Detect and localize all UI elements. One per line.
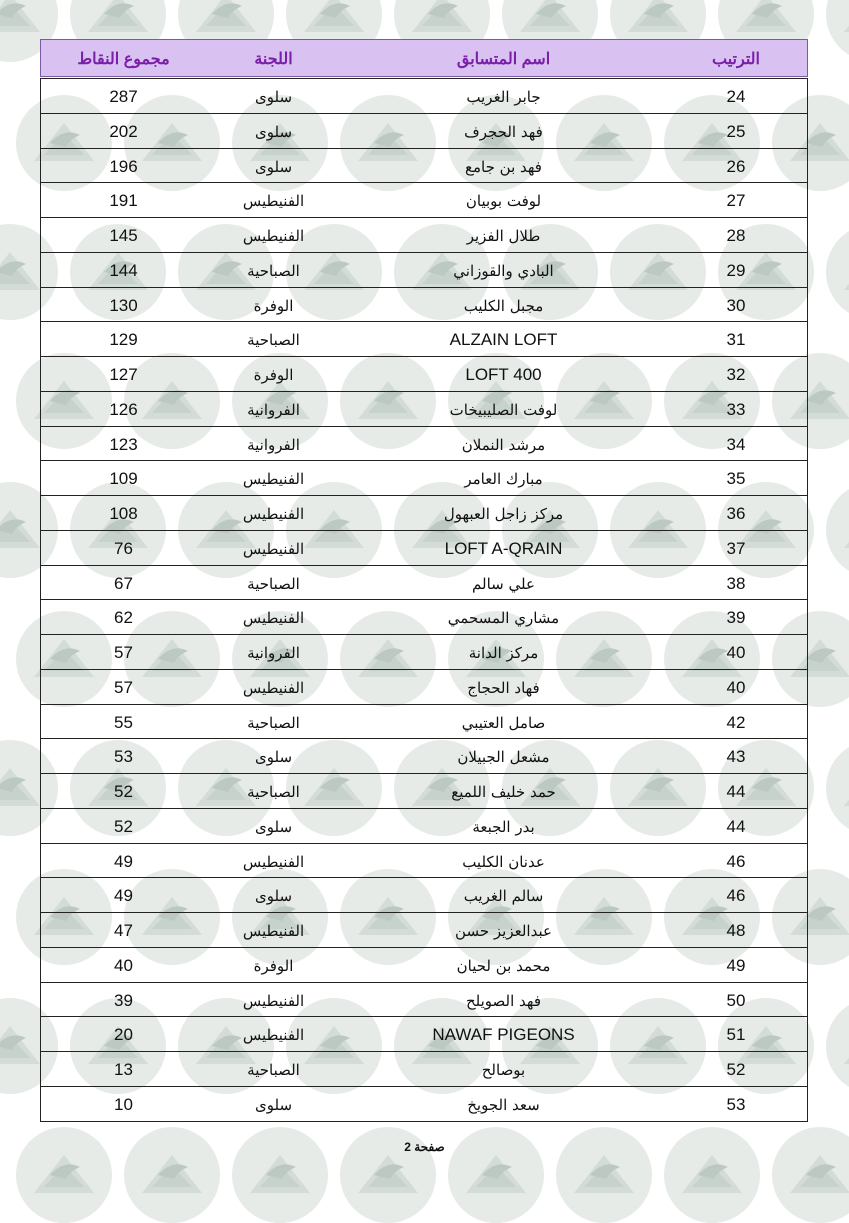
committee-cell: سلوى (254, 748, 293, 767)
table-row (40, 982, 808, 1018)
name-cell: مرشد النملان (461, 435, 546, 454)
rank-cell: 50 (726, 990, 746, 1010)
points-cell: 202 (109, 121, 138, 141)
points-cell: 55 (114, 712, 133, 732)
table-row (40, 1051, 808, 1087)
points-cell: 196 (109, 156, 138, 176)
points-cell: 127 (109, 365, 138, 384)
table-row (40, 669, 808, 705)
rank-cell: 24 (726, 87, 746, 106)
committee-cell: سلوى (254, 817, 293, 836)
table-row (40, 773, 808, 809)
name-cell: بدر الجبعة (472, 817, 535, 836)
name-cell: فهد الحجرف (464, 122, 543, 141)
points-cell: 57 (114, 677, 133, 697)
table-row (40, 78, 808, 114)
rank-cell: 32 (726, 365, 746, 384)
table-row (40, 182, 808, 218)
rank-cell: 52 (726, 1060, 746, 1079)
points-cell: 109 (109, 469, 138, 489)
committee-cell: الفنيطيس (242, 852, 305, 871)
rank-cell: 38 (726, 573, 746, 593)
table-row (40, 391, 808, 427)
points-cell: 144 (109, 260, 138, 280)
committee-cell: الفروانية (247, 644, 300, 662)
committee-cell: الوفرة (253, 366, 294, 384)
points-cell: 47 (114, 921, 133, 940)
committee-cell: الفنيطيس (242, 678, 305, 697)
table-row (40, 1086, 808, 1122)
points-cell: 191 (109, 191, 138, 211)
table-row (40, 947, 808, 983)
name-cell: مركز زاجل العبهول (443, 505, 564, 523)
header-name: اسم المتسابق (456, 51, 551, 68)
name-cell: سالم الغريب (463, 887, 544, 906)
rank-cell: 27 (726, 191, 746, 211)
rank-cell: 25 (726, 121, 746, 141)
header-rank: الترتيب (712, 51, 760, 68)
points-cell: 49 (114, 886, 133, 906)
rank-cell: 49 (726, 955, 746, 975)
committee-cell: الصباحية (247, 1061, 300, 1079)
name-cell: مركز الدانة (468, 644, 539, 662)
rank-cell: 37 (726, 538, 746, 558)
committee-cell: الفنيطيس (242, 609, 305, 628)
committee-cell: الوفرة (253, 296, 294, 315)
table-row (40, 426, 808, 462)
committee-cell: الفنيطيس (242, 1026, 305, 1045)
points-cell: 62 (114, 608, 133, 628)
committee-cell: الفنيطيس (242, 922, 305, 940)
rank-cell: 36 (726, 504, 746, 523)
committee-cell: الصباحية (247, 331, 300, 350)
name-cell: علي سالم (472, 574, 535, 593)
points-cell: 126 (109, 399, 138, 419)
name-cell: مجبل الكليب (463, 296, 544, 315)
table-row (40, 217, 808, 253)
committee-cell: الصباحية (247, 261, 300, 280)
rank-cell: 40 (726, 643, 746, 662)
table-row (40, 148, 808, 184)
points-cell: 76 (114, 538, 133, 558)
rank-cell: 51 (726, 1025, 746, 1045)
rank-cell: 31 (726, 330, 746, 350)
name-cell: سعد الجويخ (467, 1095, 540, 1114)
committee-cell: الفروانية (247, 400, 300, 419)
rank-cell: 26 (726, 156, 746, 176)
rank-cell: 46 (726, 886, 746, 906)
committee-cell: الصباحية (247, 713, 300, 732)
points-cell: 40 (114, 955, 133, 975)
points-cell: 49 (114, 851, 133, 871)
table-row (40, 704, 808, 740)
committee-cell: سلوى (254, 887, 293, 906)
rank-cell: 44 (726, 782, 746, 801)
name-cell: صامل العتيبي (461, 713, 546, 732)
name-cell: فهاد الحجاج (467, 678, 540, 697)
points-cell: 39 (114, 990, 133, 1010)
points-cell: 123 (109, 434, 138, 454)
rank-cell: 40 (726, 677, 746, 697)
name-cell: حمد خليف اللميع (451, 783, 556, 801)
rank-cell: 48 (726, 921, 746, 940)
points-cell: 10 (114, 1094, 133, 1114)
name-cell: طلال الفزير (466, 227, 541, 245)
table-row (40, 287, 808, 323)
committee-cell: الصباحية (247, 574, 300, 593)
name-cell: LOFT 400 (465, 365, 542, 384)
committee-cell: سلوى (254, 157, 293, 176)
points-cell: 53 (114, 747, 133, 767)
committee-cell: سلوى (254, 88, 293, 106)
name-cell: ALZAIN LOFT (449, 330, 558, 350)
rank-cell: 28 (726, 226, 746, 245)
committee-cell: الفروانية (247, 435, 300, 454)
rank-cell: 29 (726, 260, 746, 280)
committee-cell: الوفرة (253, 956, 294, 975)
points-cell: 57 (114, 643, 133, 662)
name-cell: فهد بن جامع (465, 157, 542, 176)
rank-cell: 30 (726, 295, 746, 315)
table-header (40, 39, 808, 77)
committee-cell: الفنيطيس (242, 227, 305, 245)
committee-cell: الصباحية (247, 783, 300, 801)
points-cell: 52 (114, 782, 133, 801)
table-row (40, 1016, 808, 1052)
committee-cell: الفنيطيس (242, 192, 305, 211)
rank-cell: 46 (726, 851, 746, 871)
rank-cell: 44 (726, 816, 746, 836)
table-row (40, 912, 808, 948)
rank-cell: 33 (726, 399, 746, 419)
table-row (40, 565, 808, 601)
table-row (40, 495, 808, 531)
table-row (40, 599, 808, 635)
rank-cell: 39 (726, 608, 746, 628)
rank-cell: 34 (726, 434, 746, 454)
table-row (40, 808, 808, 844)
rank-cell: 35 (726, 469, 746, 489)
rank-cell: 43 (726, 747, 746, 767)
points-cell: 129 (109, 330, 138, 350)
committee-cell: الفنيطيس (242, 539, 305, 558)
name-cell: مشاري المسحمي (447, 609, 560, 628)
points-cell: 67 (114, 573, 133, 593)
name-cell: لوفت بوبيان (465, 192, 542, 211)
table-row (40, 321, 808, 357)
points-cell: 20 (114, 1025, 133, 1045)
name-cell: عبدالعزيز حسن (455, 922, 552, 940)
name-cell: محمد بن لحيان (456, 956, 551, 975)
table-row (40, 113, 808, 149)
rank-cell: 42 (726, 712, 746, 732)
points-cell: 130 (109, 295, 138, 315)
table-row (40, 738, 808, 774)
points-cell: 52 (114, 816, 133, 836)
header-committee: اللجنة (254, 51, 293, 68)
name-cell: البادي والقوزاني (453, 261, 554, 280)
rank-cell: 53 (726, 1094, 746, 1114)
name-cell: مبارك العامر (464, 470, 543, 489)
table-row (40, 877, 808, 913)
name-cell: بوصالح (481, 1061, 526, 1079)
table-row (40, 356, 808, 392)
committee-cell: الفنيطيس (242, 991, 305, 1010)
points-cell: 13 (114, 1060, 133, 1079)
name-cell: عدنان الكليب (462, 852, 545, 871)
points-cell: 145 (109, 226, 138, 245)
committee-cell: الفنيطيس (242, 505, 305, 523)
name-cell: NAWAF PIGEONS (432, 1025, 575, 1045)
name-cell: جابر الغريب (466, 88, 541, 106)
table-row (40, 843, 808, 879)
page-number: صفحة 2 (404, 1140, 445, 1154)
points-cell: 287 (109, 87, 138, 106)
name-cell: مشعل الجبيلان (457, 748, 550, 767)
table-row (40, 460, 808, 496)
points-cell: 108 (109, 504, 138, 523)
table-row (40, 634, 808, 670)
name-cell: لوفت الصليبيخات (449, 400, 558, 419)
header-points: مجموع النقاط (77, 51, 170, 68)
committee-cell: سلوى (254, 122, 293, 141)
table-row (40, 252, 808, 288)
name-cell: LOFT A-QRAIN (444, 538, 563, 558)
committee-cell: الفنيطيس (242, 470, 305, 489)
name-cell: فهد الصويلح (465, 991, 542, 1010)
table-row (40, 530, 808, 566)
committee-cell: سلوى (254, 1095, 293, 1114)
